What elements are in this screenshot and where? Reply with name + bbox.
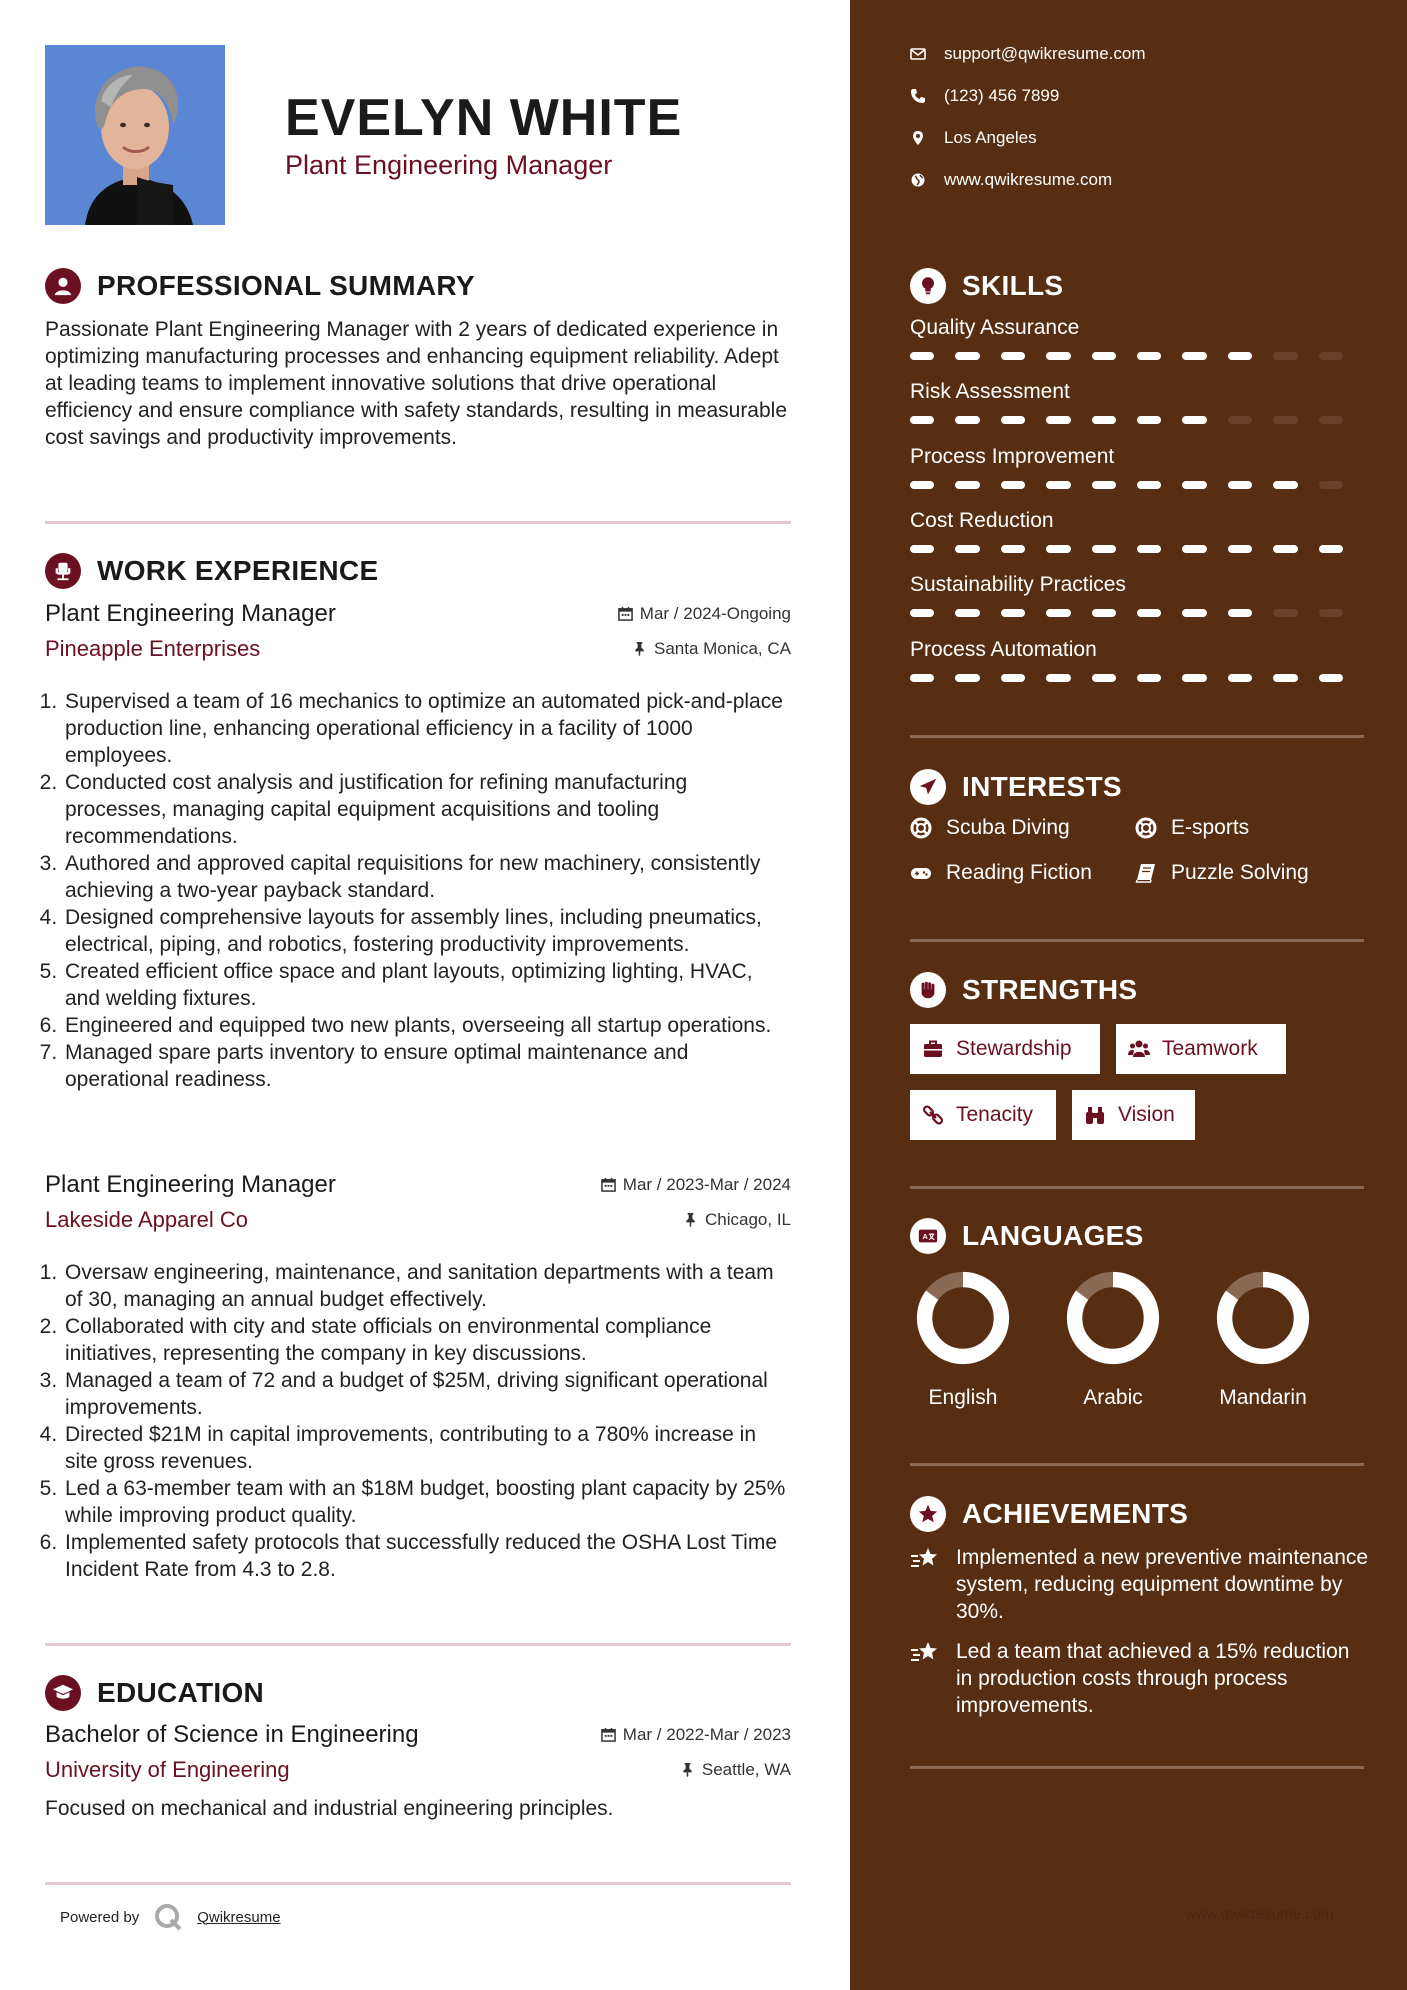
pushpin-icon [680,1762,695,1777]
calendar-icon [601,1177,616,1192]
globe-icon [910,172,926,188]
pushpin-icon [683,1212,698,1227]
achievements-title: ACHIEVEMENTS [962,1498,1189,1529]
job-location: Chicago, IL [683,1210,791,1230]
divider [45,1882,791,1885]
skill-dash [910,481,934,489]
education-dates: Mar / 2022-Mar / 2023 [601,1725,791,1745]
skill-dash [955,609,979,617]
skill-dash [1092,352,1116,360]
achievements-heading [910,1496,1188,1532]
candidate-name: EVELYN WHITE [285,89,683,147]
skill-dash [1001,609,1025,617]
list-item: 2. Conducted cost analysis and justification for refining manufacturing processes, managing capital equipment acquisitions and tooling recommendations. [63,769,791,850]
skill-item: Risk Assessment [910,380,1364,424]
gamepad-icon [910,862,932,884]
website-link[interactable]: www.qwikresume.com [944,170,1113,189]
skill-dash [1273,674,1297,682]
skill-dash [1273,545,1297,553]
qwikresume-link[interactable]: Qwikresume [197,1908,281,1926]
list-item: 4. Directed $21M in capital improvements, contributing to a 780% increase in site gross revenues. [63,1421,791,1475]
map-marker-icon [910,130,926,146]
skill-dash [955,481,979,489]
skill-dash [955,545,979,553]
skill-dash [1137,545,1161,553]
skill-dash [1001,545,1025,553]
job-title: Plant Engineering Manager [45,1171,336,1198]
divider [910,1463,1364,1466]
job-title: Plant Engineering Manager [45,600,336,627]
star-badge-icon [910,1496,946,1532]
skill-dash [1273,352,1297,360]
skill-item: Sustainability Practices [910,573,1364,617]
skills-heading [910,268,1063,304]
skill-dash [1319,481,1343,489]
language-item: Mandarin [1203,1270,1323,1410]
skill-dash [1228,416,1252,424]
skill-dash [1182,481,1206,489]
interest-item: Scuba Diving [910,816,1070,840]
users-icon [1128,1038,1150,1060]
divider [910,1186,1364,1189]
interests-heading [910,769,1122,805]
school: University of Engineering [45,1757,290,1782]
list-item: 5. Created efficient office space and plant layouts, optimizing lighting, HVAC, and welding fixtures. [63,958,791,1012]
list-item: 4. Designed comprehensive layouts for assembly lines, including pneumatics, electrical, piping, and robotics, fostering productivity improvements. [63,904,791,958]
skill-dash [1046,416,1070,424]
skill-item: Cost Reduction [910,509,1364,553]
contact-website [910,170,1112,190]
skill-dash [910,352,934,360]
footer-site: www.qwikresume.com [1185,1906,1334,1923]
paper-plane-icon [910,769,946,805]
skill-dash [1273,481,1297,489]
list-item: 3. Authored and approved capital requisitions for new machinery, consistently achieving a two-year payback standard. [63,850,791,904]
skill-dash [955,674,979,682]
skill-dash [910,416,934,424]
skills-title: SKILLS [962,270,1064,301]
svg-text:A: A [922,1232,928,1242]
divider [910,939,1364,942]
skill-meter [910,674,1364,682]
profile-photo [45,45,225,225]
candidate-title: Plant Engineering Manager [285,150,613,180]
strengths-heading [910,972,1137,1008]
skill-dash [1273,609,1297,617]
qwikresume-logo-icon [153,1902,183,1932]
skill-item: Process Automation [910,638,1364,682]
skill-item: Process Improvement [910,445,1364,489]
interests-title: INTERESTS [962,771,1122,802]
job-entry [45,600,791,1093]
skill-dash [1228,609,1252,617]
list-item: 1. Supervised a team of 16 mechanics to optimize an automated pick-and-place production line, enhancing operational efficiency in a facility of 1000 employees. [63,688,791,769]
language-item: Arabic [1053,1270,1173,1410]
skill-dash [910,545,934,553]
job-company: Pineapple Enterprises [45,636,261,661]
languages-heading [910,1218,1144,1254]
fist-icon [910,972,946,1008]
job-location: Santa Monica, CA [632,639,791,659]
skill-meter [910,481,1364,489]
envelope-icon [910,46,926,62]
education-description: Focused on mechanical and industrial engineering principles. [45,1797,614,1820]
skill-dash [1228,545,1252,553]
experience-title: WORK EXPERIENCE [97,555,379,586]
interest-item: Puzzle Solving [1135,861,1309,885]
summary-heading [45,268,475,304]
language-ring [1065,1270,1161,1366]
experience-heading [45,553,378,589]
language-ring [915,1270,1011,1366]
calendar-icon [618,606,633,621]
education-entry [45,1721,791,1821]
education-location: Seattle, WA [680,1760,791,1780]
skill-dash [1228,481,1252,489]
strengths-title: STRENGTHS [962,974,1138,1005]
skill-dash [1319,352,1343,360]
skill-meter [910,416,1364,424]
skill-dash [1319,545,1343,553]
divider [910,1766,1364,1769]
office-chair-icon [45,553,81,589]
interest-item: E-sports [1135,816,1249,840]
job-entry [45,1171,791,1583]
life-ring-icon [910,817,932,839]
skill-dash [1046,674,1070,682]
achievement-item: Implemented a new preventive maintenance system, reducing equipment downtime by 30%. [910,1544,1370,1625]
contact-location: Los Angeles [910,128,1037,148]
job-bullets [45,688,791,1093]
skill-meter [910,609,1364,617]
skill-dash [1046,545,1070,553]
skill-dash [1228,352,1252,360]
powered-by: Powered by Qwikresume [60,1902,281,1932]
skill-meter [910,352,1364,360]
skill-dash [1046,352,1070,360]
achievement-item: Led a team that achieved a 15% reduction in production costs through process improvements. [910,1638,1370,1719]
skill-dash [1137,481,1161,489]
skill-dash [1092,416,1116,424]
languages-title: LANGUAGES [962,1220,1144,1251]
language-item: English [903,1270,1023,1410]
skill-dash [1092,545,1116,553]
interest-item: Reading Fiction [910,861,1092,885]
education-heading [45,1675,264,1711]
skill-dash [910,674,934,682]
skill-dash [1182,609,1206,617]
list-item: 3. Managed a team of 72 and a budget of $25M, driving significant operational improvements. [63,1367,791,1421]
skill-dash [1092,481,1116,489]
skill-dash [1319,674,1343,682]
skill-dash [1182,352,1206,360]
summary-text: Passionate Plant Engineering Manager with 2 years of dedicated experience in optimizing manufacturing processes and enhancing equipment reliability. Adept at leading teams to implement innovative solutions that drive operational efficiency and ensure compliance with safety standards, resulting in measurable cost savings and productivity improvements. [45,318,788,449]
summary-title: PROFESSIONAL SUMMARY [97,270,475,301]
link-icon [922,1104,944,1126]
skill-dash [955,352,979,360]
skill-dash [1137,674,1161,682]
skill-dash [1092,674,1116,682]
shooting-star-icon [910,1640,940,1666]
skill-dash [910,609,934,617]
pushpin-icon [632,641,647,656]
list-item: 1. Oversaw engineering, maintenance, and sanitation departments with a team of 30, managing an annual budget effectively. [63,1259,791,1313]
list-item: 6. Engineered and equipped two new plants, overseeing all startup operations. [63,1012,791,1039]
lightbulb-icon [910,268,946,304]
skill-dash [1319,416,1343,424]
divider [45,1643,791,1646]
skill-dash [1182,545,1206,553]
divider [45,521,791,524]
skill-dash [1182,674,1206,682]
degree: Bachelor of Science in Engineering [45,1721,419,1748]
list-item: 5. Led a 63-member team with an $18M budget, boosting plant capacity by 25% while improving product quality. [63,1475,791,1529]
skill-dash [1046,609,1070,617]
phone-icon [910,88,926,104]
contact-phone: (123) 456 7899 [910,86,1059,106]
skill-dash [1092,609,1116,617]
life-ring-icon [1135,817,1157,839]
skill-dash [1228,674,1252,682]
list-item: 2. Collaborated with city and state officials on environmental compliance initiatives, representing the company in key discussions. [63,1313,791,1367]
shooting-star-icon [910,1546,940,1572]
skill-item: Quality Assurance [910,316,1364,360]
briefcase-icon [922,1038,944,1060]
language-icon [910,1218,946,1254]
list-item: 6. Implemented safety protocols that successfully reduced the OSHA Lost Time Incident Rate from 4.3 to 2.8. [63,1529,791,1583]
strength-chip: Stewardship [910,1024,1100,1074]
skill-dash [1001,416,1025,424]
strength-chip: Teamwork [1116,1024,1286,1074]
job-bullets [45,1259,791,1583]
divider [910,735,1364,738]
skill-dash [1319,609,1343,617]
calendar-icon [601,1727,616,1742]
user-icon [45,268,81,304]
skill-dash [1137,609,1161,617]
skill-dash [955,416,979,424]
skill-dash [1001,674,1025,682]
strength-chip: Vision [1072,1090,1195,1140]
skill-dash [1137,416,1161,424]
contact-email: support@qwikresume.com [910,44,1146,64]
skill-meter [910,545,1364,553]
language-ring [1215,1270,1311,1366]
skill-dash [1273,416,1297,424]
strength-chip: Tenacity [910,1090,1056,1140]
job-dates: Mar / 2024-Ongoing [618,604,791,624]
binoculars-icon [1084,1104,1106,1126]
sidebar [850,0,1407,1990]
skill-dash [1001,481,1025,489]
job-dates: Mar / 2023-Mar / 2024 [601,1175,791,1195]
job-company: Lakeside Apparel Co [45,1207,249,1232]
skill-dash [1137,352,1161,360]
book-icon [1135,862,1157,884]
list-item: 7. Managed spare parts inventory to ensure optimal maintenance and operational readiness. [63,1039,791,1093]
skill-dash [1001,352,1025,360]
skill-dash [1046,481,1070,489]
education-title: EDUCATION [97,1677,265,1708]
graduation-icon [45,1675,81,1711]
skill-dash [1182,416,1206,424]
